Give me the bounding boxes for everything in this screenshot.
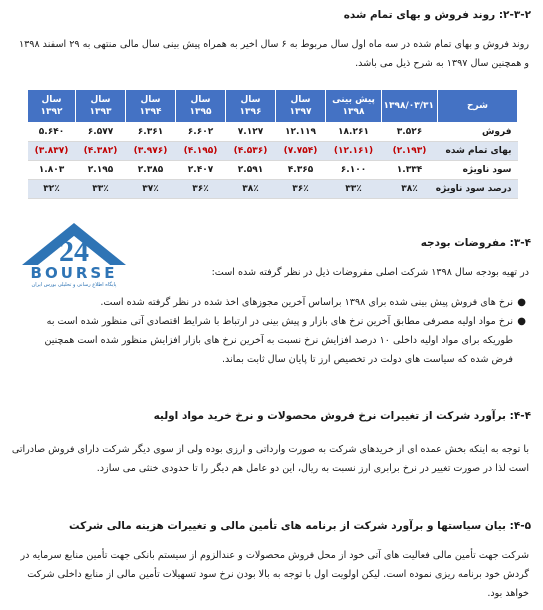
table-cell: ۶.۵۷۷ (76, 123, 126, 142)
column-header: پیش بینی ۱۳۹۸ (326, 90, 382, 123)
table-cell: ۳۲٪ (28, 180, 76, 199)
table-cell: (۴.۱۹۵) (176, 142, 226, 161)
table-cell: ۱۸.۲۶۱ (326, 123, 382, 142)
list-item (12, 312, 529, 369)
table-cell: (۴.۵۳۶) (226, 142, 276, 161)
paragraph-line: در تهیه بودجه سال ۱۳۹۸ شرکت اصلی مفروضات ذیل در نظر گرفته شده است: (211, 267, 529, 278)
table-cell: (۳.۸۳۷) (28, 142, 76, 161)
table-cell: ۲.۳۸۵ (126, 161, 176, 180)
table-cell: ۴.۳۶۵ (276, 161, 326, 180)
column-header: سال ۱۳۹۴ (126, 90, 176, 123)
sales-cost-table (27, 89, 518, 199)
paragraph-line: شرکت جهت تأمین مالی فعالیت های آتی خود از محل فروش محصولات و عندالزوم از سیستم بانکی جهت تأمین منابع سرمایه در (20, 550, 529, 561)
table-cell: ۳۸٪ (226, 180, 276, 199)
table-cell: (۲.۱۹۳) (382, 142, 438, 161)
table-cell: ۳.۵۲۶ (382, 123, 438, 142)
paragraph-line: و همچنین سال ۱۳۹۷ به شرح ذیل می باشد. (355, 58, 529, 69)
table-cell: ۱.۳۳۴ (382, 161, 438, 180)
logo-mark-icon (18, 221, 130, 267)
row-label: بهای تمام شده (438, 142, 518, 161)
paragraph-line: خواهد بود. (487, 588, 529, 599)
column-header: سال ۱۳۹۵ (176, 90, 226, 123)
bourse24-logo (18, 221, 130, 293)
list-item-line: فرض شده که سیاست های دولت در تخصیص ارز تا پایان سال ثابت بماند. (222, 354, 513, 365)
table-cell: ۲.۴۰۷ (176, 161, 226, 180)
budget-assumptions-intro (12, 263, 529, 282)
table-cell: ۱.۸۰۳ (28, 161, 76, 180)
paragraph-line: است لذا در صورت تغییر در نرخ برابری ارز نسبت به ریال، این دو عامل هم دیگر را تا حدودی خنثی می سازد. (96, 463, 529, 474)
table-cell: ۶.۱۰۰ (326, 161, 382, 180)
section-heading-sales-trend: ۲-۳-۲: روند فروش و بهای تمام شده (343, 9, 531, 21)
rate-changes-paragraph (12, 440, 529, 478)
column-header: ۱۳۹۸/۰۳/۳۱ (382, 90, 438, 123)
table-cell: ۶.۶۰۲ (176, 123, 226, 142)
column-header: سال ۱۳۹۷ (276, 90, 326, 123)
column-header: شرح (438, 90, 518, 123)
table-row (28, 180, 518, 199)
paragraph-line: روند فروش و بهای تمام شده در سه ماه اول سال مربوط به ۶ سال اخیر به همراه پیش بینی سال مالی منتهی به ۲۹ اسفند ۱۳۹۸ (19, 39, 529, 50)
financing-paragraph (12, 546, 529, 603)
table-row (28, 161, 518, 180)
row-label: فروش (438, 123, 518, 142)
table-header-row (28, 90, 518, 123)
bullet-icon: ● (517, 316, 526, 327)
list-item-line: نرخ های فروش پیش بینی شده برای ۱۳۹۸ براساس آخرین مجوزهای اخذ شده در نظر گرفته شده است. (100, 297, 513, 308)
table-cell: ۳۸٪ (382, 180, 438, 199)
table-cell: (۴.۳۸۲) (76, 142, 126, 161)
table-cell: (۷.۷۵۴) (276, 142, 326, 161)
logo-wordmark: BOURSE (30, 264, 118, 282)
table-cell: ۳۶٪ (176, 180, 226, 199)
section-heading-rate-changes: ۴-۴: برآورد شرکت از تغییرات نرخ فروش محصولات و نرخ خرید مواد اولیه (153, 410, 531, 422)
section-heading-financing-policies: ۴-۵: بیان سیاستها و برآورد شرکت از برنامه های تأمین مالی و تغییرات هزینه مالی شرکت (68, 520, 531, 532)
assumptions-list (12, 293, 529, 369)
row-label: سود ناویژه (438, 161, 518, 180)
table-cell: ۳۳٪ (76, 180, 126, 199)
table-cell: ۱۲.۱۱۹ (276, 123, 326, 142)
table-cell: (۱۲.۱۶۱) (326, 142, 382, 161)
sales-trend-paragraph (12, 35, 529, 73)
table-cell: ۶.۳۶۱ (126, 123, 176, 142)
bullet-icon: ● (517, 297, 526, 308)
row-label: درصد سود ناویژه (438, 180, 518, 199)
list-item-line: طوریکه برای مواد اولیه داخلی ۱۰ درصد افزایش نرخ نسبت به آخرین نرخ های بازار افزایش منظور شده است همچنین (44, 335, 513, 346)
table-row (28, 123, 518, 142)
table-cell: ۲.۱۹۵ (76, 161, 126, 180)
paragraph-line: با توجه به اینکه بخش عمده ای از خریدهای شرکت به صورت وارداتی و ارزی بوده ولی از سوی دیگر شرکت دارای فروش صادراتی (11, 444, 529, 455)
table-cell: ۲.۵۹۱ (226, 161, 276, 180)
paragraph-line: گردش خود برنامه ریزی نموده است. لیکن اولویت اول با توجه به بالا بودن نرخ سود تسهیلات تأمین مالی از منابع داخلی شرکت (27, 569, 529, 580)
column-header: سال ۱۳۹۳ (76, 90, 126, 123)
logo-number: 24 (59, 235, 89, 267)
table-cell: ۷.۱۲۷ (226, 123, 276, 142)
table-cell: ۳۶٪ (276, 180, 326, 199)
table-row (28, 142, 518, 161)
table-cell: ۳۷٪ (126, 180, 176, 199)
table-cell: ۵.۶۴۰ (28, 123, 76, 142)
table-cell: (۳.۹۷۶) (126, 142, 176, 161)
column-header: سال ۱۳۹۲ (28, 90, 76, 123)
list-item-line: نرخ مواد اولیه مصرفی مطابق آخرین نرخ های بازار و پیش بینی در ارتباط با شرایط اقتصادی آتی منظور شده است به (46, 316, 513, 327)
section-heading-budget-assumptions: ۳-۴: مفروضات بودجه (420, 237, 531, 249)
list-item (12, 293, 529, 312)
column-header: سال ۱۳۹۶ (226, 90, 276, 123)
logo-tagline: پایگاه اطلاع رسانی و تحلیلی بورس ایران (31, 282, 117, 288)
table-cell: ۳۳٪ (326, 180, 382, 199)
